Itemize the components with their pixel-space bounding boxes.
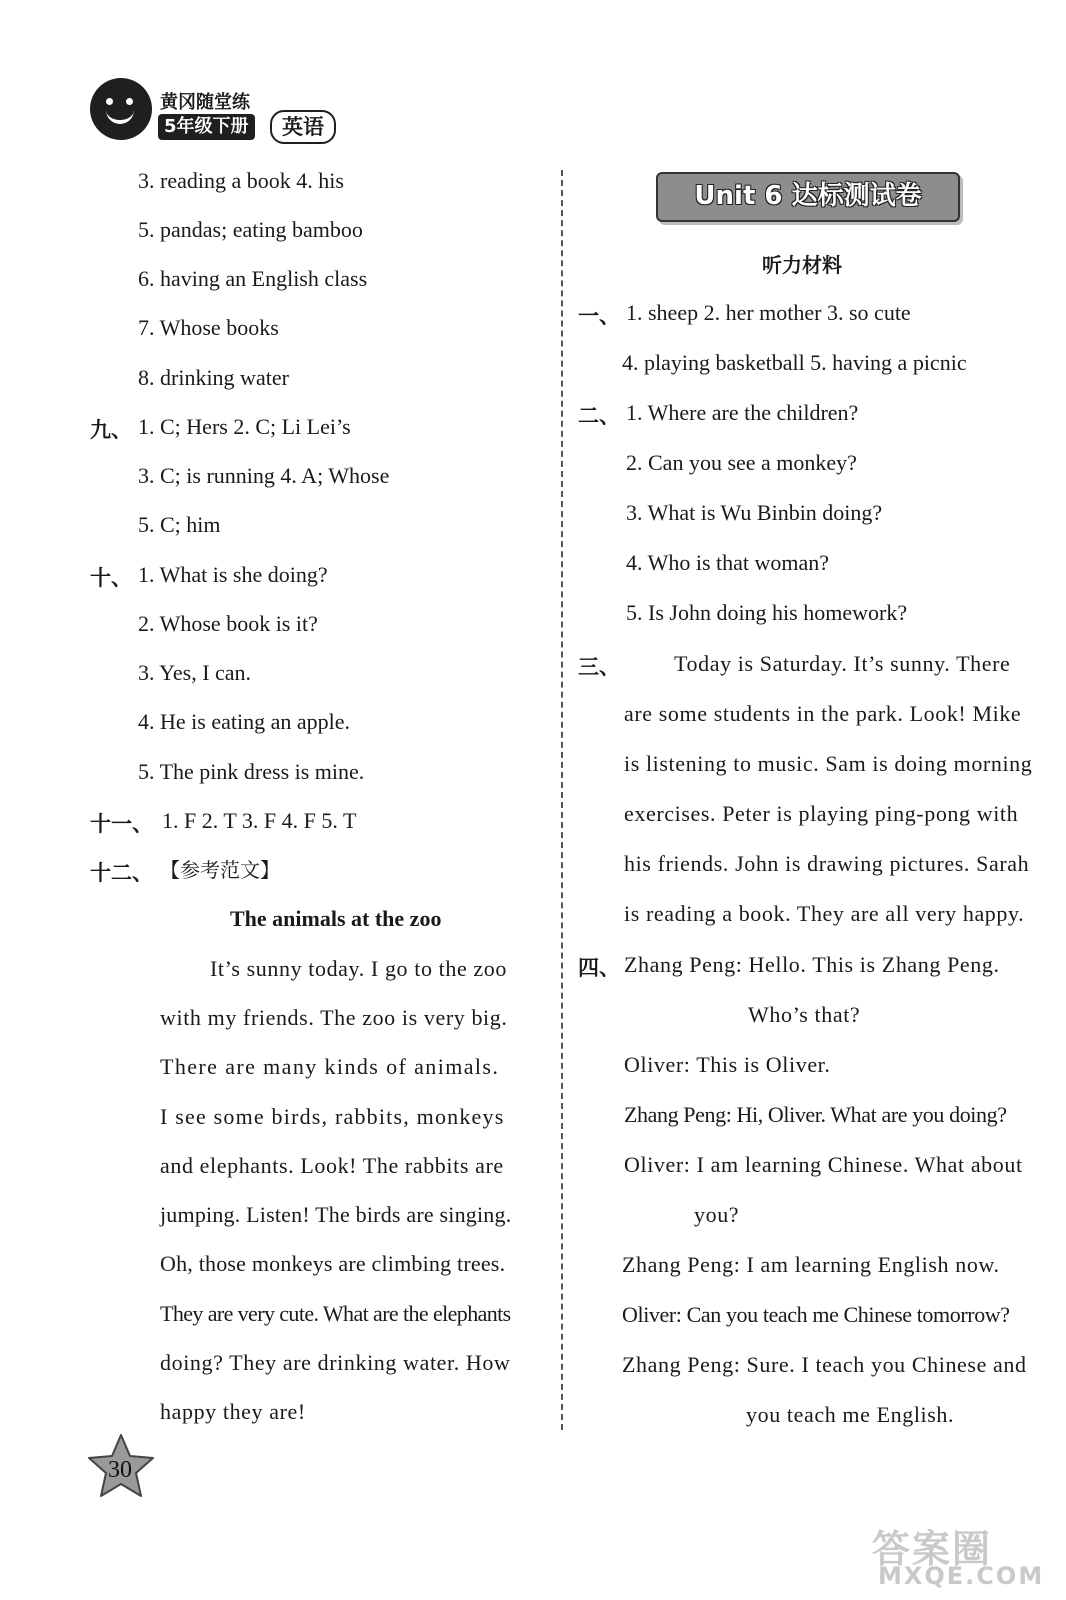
grade-badge: 5年级下册 (158, 114, 255, 140)
answer-line: 1. What is she doing? (138, 562, 328, 587)
passage-line: exercises. Peter is playing ping-pong with (624, 801, 1019, 826)
answer-line: 3. What is Wu Binbin doing? (626, 500, 883, 525)
answer-line: 1. C; Hers 2. C; Li Lei’s (138, 414, 351, 439)
essay-line: happy they are! (160, 1399, 306, 1424)
passage-line: Today is Saturday. It’s sunny. There (674, 651, 1011, 676)
watermark-logo: 答案圈 (872, 1527, 993, 1571)
passage-line: are some students in the park. Look! Mike (624, 701, 1022, 726)
dialogue-line: Oliver: I am learning Chinese. What about (624, 1152, 1023, 1177)
essay-line: doing? They are drinking water. How (160, 1350, 511, 1375)
reference-essay-label: 【参考范文】 (160, 858, 280, 882)
passage-line: is listening to music. Sam is doing morning (624, 751, 1033, 776)
essay-line: I see some birds, rabbits, monkeys (160, 1104, 505, 1129)
section-label: 十一、 (90, 812, 153, 836)
answer-line: 1. F 2. T 3. F 4. F 5. T (162, 808, 357, 833)
answer-line: 4. playing basketball 5. having a picnic (622, 350, 967, 375)
answer-line: 4. He is eating an apple. (138, 709, 350, 734)
answer-line: 1. sheep 2. her mother 3. so cute (626, 300, 911, 325)
dialogue-line: Zhang Peng: Hello. This is Zhang Peng. (624, 952, 1000, 977)
subject-badge: 英语 (270, 110, 336, 144)
answer-line: 5. C; him (138, 512, 221, 537)
essay-line: jumping. Listen! The birds are singing. (160, 1202, 512, 1227)
unit-title: Unit 6 达标测试卷 (694, 181, 922, 211)
answer-line: 3. Yes, I can. (138, 660, 252, 685)
answer-line: 1. Where are the children? (626, 400, 859, 425)
series-title: 黄冈随堂练 (160, 92, 250, 113)
answer-line: 3. C; is running 4. A; Whose (138, 463, 390, 488)
dialogue-line: you teach me English. (746, 1402, 955, 1427)
section-label: 十、 (90, 566, 132, 590)
answer-line: 5. pandas; eating bamboo (138, 217, 363, 242)
section-label: 一、 (578, 304, 620, 328)
dialogue-line: Zhang Peng: Hi, Oliver. What are you doing? (624, 1102, 1007, 1127)
listening-title: 听力材料 (762, 253, 842, 277)
passage-line: his friends. John is drawing pictures. Sarah (624, 851, 1030, 876)
dialogue-line: Oliver: Can you teach me Chinese tomorrow? (622, 1302, 1010, 1327)
passage-line: is reading a book. They are all very happy. (624, 901, 1025, 926)
answer-line: 7. Whose books (138, 315, 279, 340)
column-divider (561, 170, 563, 1430)
section-label: 十二、 (90, 861, 153, 885)
answer-line: 8. drinking water (138, 365, 289, 390)
section-label: 四、 (578, 956, 620, 980)
essay-line: They are very cute. What are the elephants (160, 1301, 511, 1326)
section-label: 二、 (578, 404, 620, 428)
answer-line: 3. reading a book 4. his (138, 168, 344, 193)
section-label: 九、 (90, 418, 132, 442)
essay-line: There are many kinds of animals. (160, 1054, 500, 1079)
essay-line: Oh, those monkeys are climbing trees. (160, 1251, 506, 1276)
answer-line: 4. Who is that woman? (626, 550, 830, 575)
answer-line: 5. The pink dress is mine. (138, 759, 365, 784)
dialogue-line: Oliver: This is Oliver. (624, 1052, 831, 1077)
answer-line: 2. Whose book is it? (138, 611, 318, 636)
essay-line: with my friends. The zoo is very big. (160, 1005, 508, 1030)
dialogue-line: Zhang Peng: I am learning English now. (622, 1252, 1000, 1277)
essay-title: The animals at the zoo (230, 906, 442, 931)
dialogue-line: Zhang Peng: Sure. I teach you Chinese and (622, 1352, 1027, 1377)
dialogue-line: Who’s that? (748, 1002, 861, 1027)
answer-line: 2. Can you see a monkey? (626, 450, 857, 475)
essay-line: It’s sunny today. I go to the zoo (210, 956, 508, 981)
page-number: 30 (108, 1457, 132, 1483)
dialogue-line: you? (694, 1202, 740, 1227)
essay-line: and elephants. Look! The rabbits are (160, 1153, 504, 1178)
smiley-logo-icon (90, 78, 152, 140)
answer-line: 5. Is John doing his homework? (626, 600, 908, 625)
watermark-url: MXQE.COM (878, 1562, 1045, 1590)
answer-line: 6. having an English class (138, 266, 368, 291)
section-label: 三、 (578, 655, 620, 679)
unit-banner (656, 172, 960, 222)
